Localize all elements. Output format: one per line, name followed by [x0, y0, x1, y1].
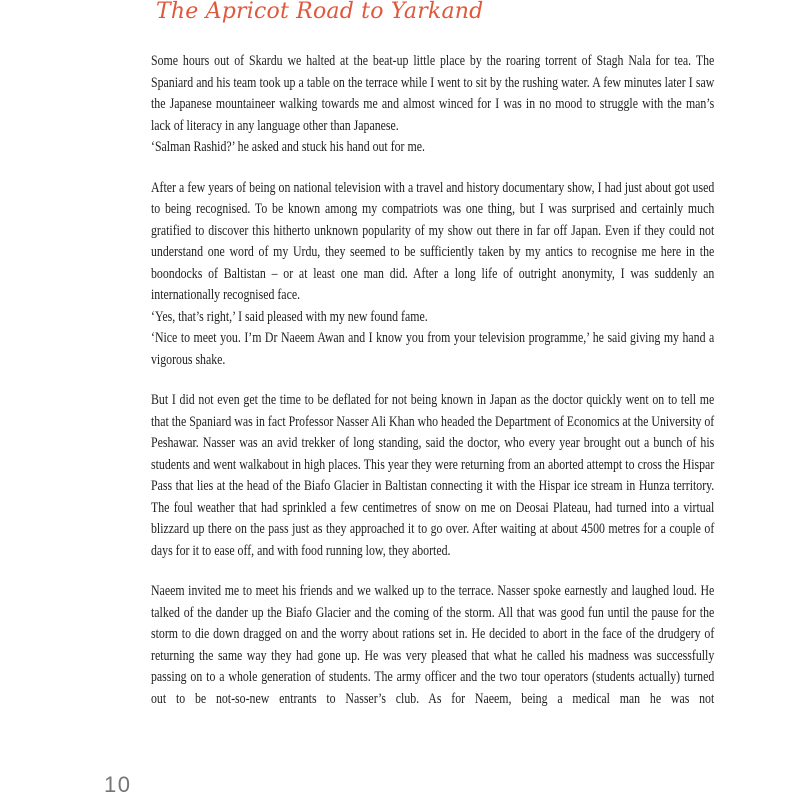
page-number: 10 — [104, 772, 132, 797]
paragraph: But I did not even get the time to be deflated for not being known in Japan as the doctor quickly went on to tell me that the Spaniard was in fact Professor Nasser Ali Khan who headed the Department of Economics at the University of Peshawar. Nasser was an avid trekker of long standing, said the doctor, who every year brought out a bunch of his students and went walkabout in high places. This year they were returning from an aborted attempt to cross the Hispar Pass that lies at the head of the Biafo Glacier in Baltistan connecting it with the Hispar ice stream in Hunza territory. The foul weather that had sprinkled a few centimetres of snow on me on Deosai Plateau, had turned into a virtual blizzard up there on the pass just as they approached it to go over. After waiting at about 4500 metres for a couple of days for it to ease off, and with food running low, they aborted. — [151, 392, 715, 559]
chapter-title: The Apricot Road to Yarkand — [156, 0, 484, 24]
body-text — [151, 51, 714, 729]
paragraph: Naeem invited me to meet his friends and we walked up to the terrace. Nasser spoke earnestly and laughed loud. He talked of the dander up the Biafo Glacier and the coming of the storm. All that was good fun until the pause for the storm to die down dragged on and the worry about rations set in. He decided to abort in the face of the drudgery of returning the same way they had gone up. He was very pleased that what he called his madness was successfully passing on to a whole generation of students. The army officer and the two tour operators (students actually) turned out to be not-so-new entrants to Nasser’s club. As for Naeem, being a medical man he was not — [151, 583, 715, 707]
paragraph: After a few years of being on national television with a travel and history documentary show, I had just about got used to being recognised. To be known among my compatriots was one thing, but I was surprised and certainly much gratified to discover this hitherto unknown popularity of my show out there in far off Japan. Even if they could not understand one word of my Urdu, they seemed to be sufficiently taken by my antics to recognise me here in the boondocks of Baltistan – or at least one man did. After a long life of outright anonymity, I was suddenly an internationally recognised face. ‘Yes, that’s right,’ I said pleased with my new found fame. ‘Nice to meet you. I’m Dr Naeem Awan and I know you from your television programme,’ he said giving my hand a vigorous shake. — [151, 179, 715, 368]
paragraph: Some hours out of Skardu we halted at the beat-up little place by the roaring torrent of Stagh Nala for tea. The Spaniard and his team took up a table on the terrace while I went to sit by the rushing water. A few minutes later I saw the Japanese mountaineer walking towards me and almost winced for I was in no mood to struggle with the man’s lack of literacy in any language other than Japanese. ‘Salman Rashid?’ he asked and stuck his hand out for me. — [151, 53, 715, 155]
